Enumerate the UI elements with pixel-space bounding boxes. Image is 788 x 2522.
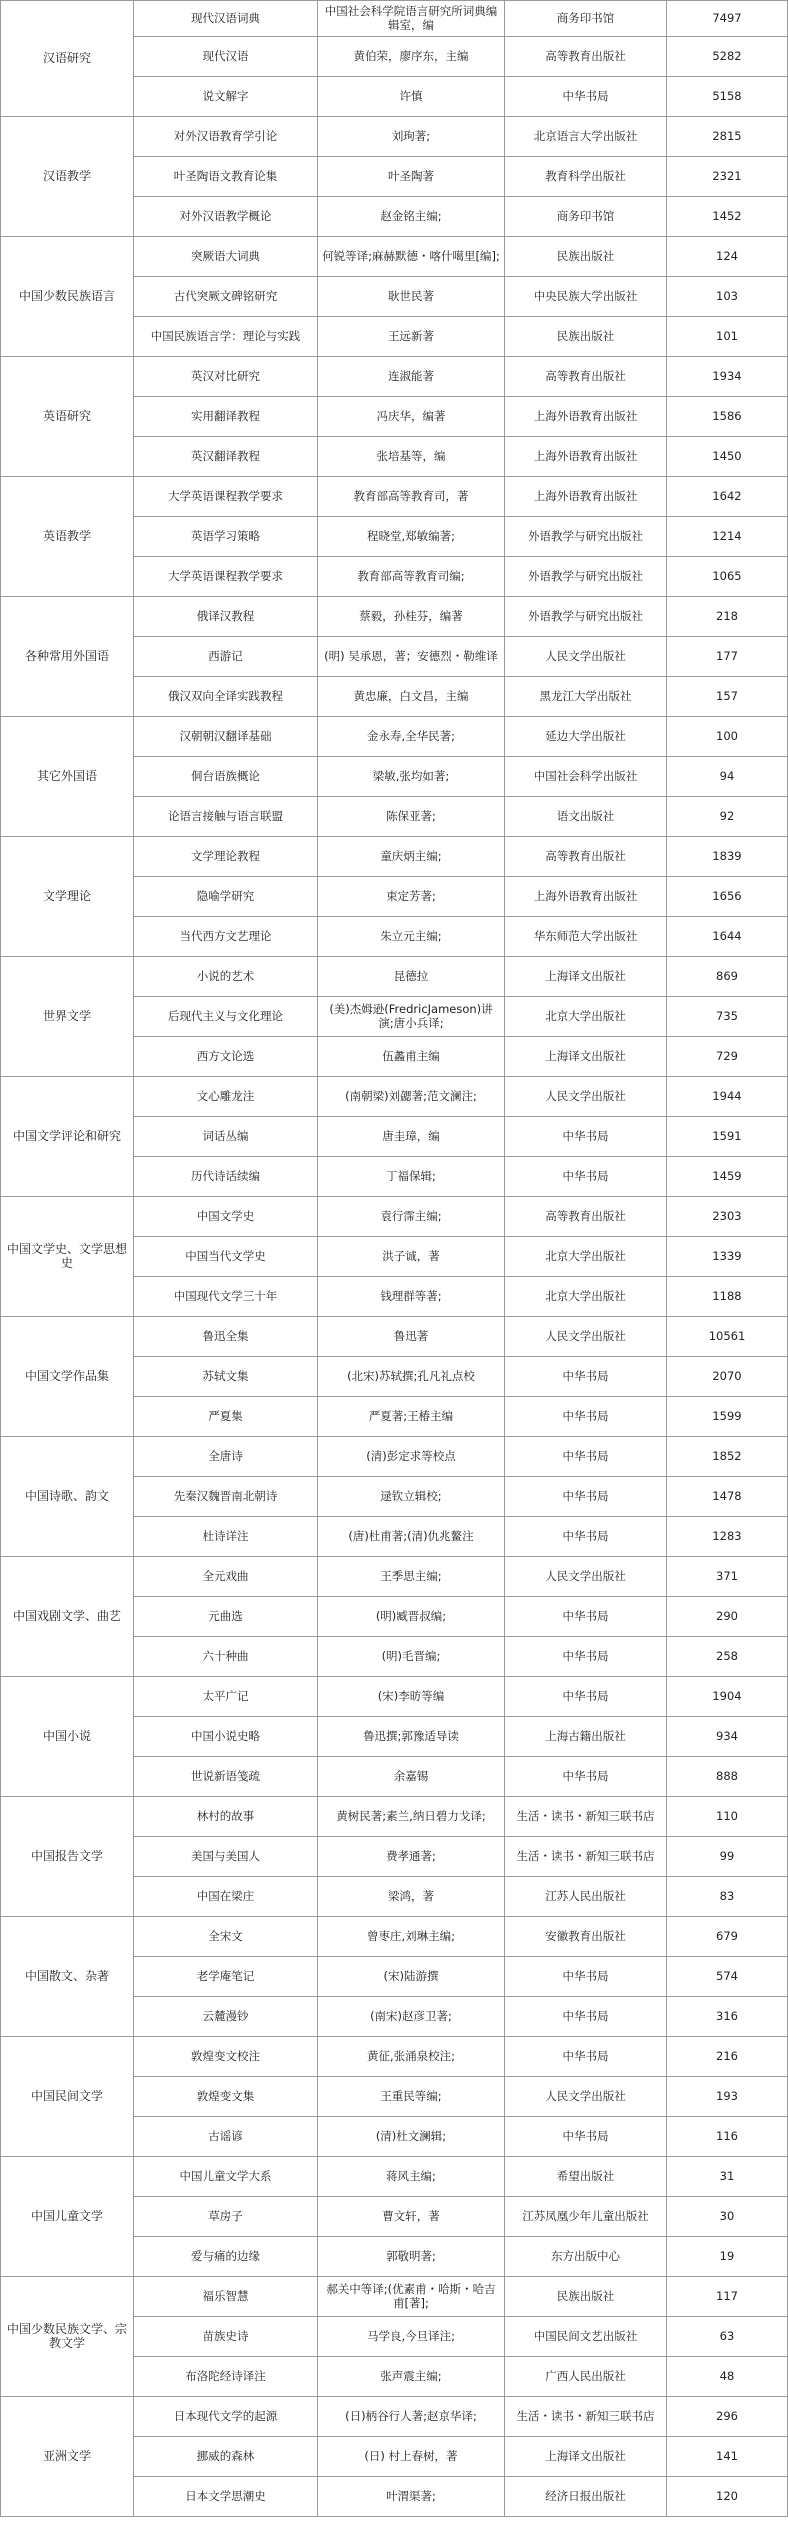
publisher-cell: 中华书局: [505, 1117, 667, 1157]
category-cell: 世界文学: [1, 957, 134, 1077]
count-cell: 99: [667, 1837, 788, 1877]
book-title-cell: 西方文论选: [134, 1037, 318, 1077]
author-cell: 童庆炳主编;: [318, 837, 505, 877]
author-cell: 丁福保辑;: [318, 1157, 505, 1197]
book-title-cell: 对外汉语教育学引论: [134, 117, 318, 157]
book-title-cell: 英语学习策略: [134, 517, 318, 557]
publisher-cell: 上海外语教育出版社: [505, 877, 667, 917]
category-cell: 亚洲文学: [1, 2397, 134, 2517]
table-row: [1, 1317, 788, 1357]
publisher-cell: 中国民间文艺出版社: [505, 2317, 667, 2357]
author-cell: 陈保亚著;: [318, 797, 505, 837]
table-row: [1, 837, 788, 877]
book-title-cell: 叶圣陶语文教育论集: [134, 157, 318, 197]
author-cell: (明) 吴承恩，著；安德烈・勒维译: [318, 637, 505, 677]
count-cell: 1450: [667, 437, 788, 477]
table-row: [1, 957, 788, 997]
book-title-cell: 全宋文: [134, 1917, 318, 1957]
count-cell: 2070: [667, 1357, 788, 1397]
book-title-cell: 古谣谚: [134, 2117, 318, 2157]
table-row: [1, 597, 788, 637]
book-title-cell: 汉朝朝汉翻译基础: [134, 717, 318, 757]
publisher-cell: 广西人民出版社: [505, 2357, 667, 2397]
publisher-cell: 人民文学出版社: [505, 1557, 667, 1597]
publisher-cell: 高等教育出版社: [505, 1197, 667, 1237]
category-cell: 中国儿童文学: [1, 2157, 134, 2277]
publisher-cell: 中华书局: [505, 1597, 667, 1637]
publisher-cell: 中华书局: [505, 2117, 667, 2157]
count-cell: 5282: [667, 37, 788, 77]
publisher-cell: 延边大学出版社: [505, 717, 667, 757]
count-cell: 92: [667, 797, 788, 837]
count-cell: 100: [667, 717, 788, 757]
book-title-cell: 古代突厥文碑铭研究: [134, 277, 318, 317]
book-title-cell: 元曲选: [134, 1597, 318, 1637]
author-cell: 教育部高等教育司编;: [318, 557, 505, 597]
count-cell: 574: [667, 1957, 788, 1997]
category-cell: 中国散文、杂著: [1, 1917, 134, 2037]
author-cell: 束定芳著;: [318, 877, 505, 917]
publisher-cell: 中华书局: [505, 2037, 667, 2077]
publisher-cell: 中华书局: [505, 1157, 667, 1197]
author-cell: (北宋)苏轼撰;孔凡礼点校: [318, 1357, 505, 1397]
author-cell: 王远新著: [318, 317, 505, 357]
book-title-cell: 全唐诗: [134, 1437, 318, 1477]
publisher-cell: 北京大学出版社: [505, 997, 667, 1037]
author-cell: 余嘉锡: [318, 1757, 505, 1797]
author-cell: 唐圭璋，编: [318, 1117, 505, 1157]
publisher-cell: 外语教学与研究出版社: [505, 597, 667, 637]
count-cell: 296: [667, 2397, 788, 2437]
publisher-cell: 中华书局: [505, 1997, 667, 2037]
book-title-cell: 先秦汉魏晋南北朝诗: [134, 1477, 318, 1517]
publisher-cell: 教育科学出版社: [505, 157, 667, 197]
book-title-cell: 实用翻译教程: [134, 397, 318, 437]
book-title-cell: 俄译汉教程: [134, 597, 318, 637]
table-row: [1, 1557, 788, 1597]
book-title-cell: 大学英语课程教学要求: [134, 477, 318, 517]
publisher-cell: 人民文学出版社: [505, 2077, 667, 2117]
category-cell: 汉语教学: [1, 117, 134, 237]
count-cell: 7497: [667, 1, 788, 37]
author-cell: (南宋)赵彦卫著;: [318, 1997, 505, 2037]
table-row: [1, 1077, 788, 1117]
book-title-cell: 英汉对比研究: [134, 357, 318, 397]
table-row: [1, 2397, 788, 2437]
count-cell: 31: [667, 2157, 788, 2197]
count-cell: 1478: [667, 1477, 788, 1517]
table-row: [1, 477, 788, 517]
count-cell: 1904: [667, 1677, 788, 1717]
author-cell: 鲁迅撰;郭豫适导读: [318, 1717, 505, 1757]
publisher-cell: 经济日报出版社: [505, 2477, 667, 2517]
author-cell: 叶圣陶著: [318, 157, 505, 197]
author-cell: 梁敏,张均如著;: [318, 757, 505, 797]
publisher-cell: 民族出版社: [505, 317, 667, 357]
publisher-cell: 人民文学出版社: [505, 1317, 667, 1357]
book-title-cell: 文学理论教程: [134, 837, 318, 877]
book-title-cell: 当代西方文艺理论: [134, 917, 318, 957]
count-cell: 1586: [667, 397, 788, 437]
count-cell: 679: [667, 1917, 788, 1957]
author-cell: 袁行霈主编;: [318, 1197, 505, 1237]
publisher-cell: 江苏凤凰少年儿童出版社: [505, 2197, 667, 2237]
category-cell: 其它外国语: [1, 717, 134, 837]
author-cell: (明)臧晋叔编;: [318, 1597, 505, 1637]
author-cell: 蔡毅，孙桂芬，编著: [318, 597, 505, 637]
publisher-cell: 商务印书馆: [505, 1, 667, 37]
author-cell: 昆德拉: [318, 957, 505, 997]
book-title-cell: 中国当代文学史: [134, 1237, 318, 1277]
count-cell: 934: [667, 1717, 788, 1757]
book-title-cell: 鲁迅全集: [134, 1317, 318, 1357]
category-cell: 英语教学: [1, 477, 134, 597]
count-cell: 1339: [667, 1237, 788, 1277]
count-cell: 10561: [667, 1317, 788, 1357]
count-cell: 19: [667, 2237, 788, 2277]
category-cell: 中国戏剧文学、曲艺: [1, 1557, 134, 1677]
category-cell: 中国少数民族语言: [1, 237, 134, 357]
count-cell: 216: [667, 2037, 788, 2077]
author-cell: 黄伯荣，廖序东，主编: [318, 37, 505, 77]
category-cell: 中国少数民族文学、宗教文学: [1, 2277, 134, 2397]
count-cell: 116: [667, 2117, 788, 2157]
publisher-cell: 中央民族大学出版社: [505, 277, 667, 317]
publisher-cell: 高等教育出版社: [505, 837, 667, 877]
author-cell: (日) 村上春树，著: [318, 2437, 505, 2477]
book-title-cell: 文心雕龙注: [134, 1077, 318, 1117]
table-row: [1, 1437, 788, 1477]
publisher-cell: 外语教学与研究出版社: [505, 557, 667, 597]
table-row: [1, 357, 788, 397]
count-cell: 1283: [667, 1517, 788, 1557]
book-title-cell: 对外汉语教学概论: [134, 197, 318, 237]
table-row: [1, 2277, 788, 2317]
book-title-cell: 中国在梁庄: [134, 1877, 318, 1917]
book-title-cell: 苗族史诗: [134, 2317, 318, 2357]
book-title-cell: 论语言接触与语言联盟: [134, 797, 318, 837]
author-cell: (唐)杜甫著;(清)仇兆鳌注: [318, 1517, 505, 1557]
book-title-cell: 说文解字: [134, 77, 318, 117]
count-cell: 2303: [667, 1197, 788, 1237]
count-cell: 1599: [667, 1397, 788, 1437]
book-title-cell: 侗台语族概论: [134, 757, 318, 797]
author-cell: 曹文轩，著: [318, 2197, 505, 2237]
count-cell: 888: [667, 1757, 788, 1797]
book-title-cell: 俄汉双向全译实践教程: [134, 677, 318, 717]
book-title-cell: 中国儿童文学大系: [134, 2157, 318, 2197]
book-title-cell: 老学庵笔记: [134, 1957, 318, 1997]
table-row: [1, 2157, 788, 2197]
count-cell: 316: [667, 1997, 788, 2037]
publisher-cell: 北京大学出版社: [505, 1277, 667, 1317]
author-cell: 程晓堂,郑敏编著;: [318, 517, 505, 557]
book-title-cell: 爱与痛的边缘: [134, 2237, 318, 2277]
author-cell: (宋)陆游撰: [318, 1957, 505, 1997]
book-title-cell: 福乐智慧: [134, 2277, 318, 2317]
book-title-cell: 中国民族语言学：理论与实践: [134, 317, 318, 357]
book-title-cell: 词话丛编: [134, 1117, 318, 1157]
publisher-cell: 华东师范大学出版社: [505, 917, 667, 957]
author-cell: 郭敬明著;: [318, 2237, 505, 2277]
count-cell: 110: [667, 1797, 788, 1837]
author-cell: 马学良,今旦译注;: [318, 2317, 505, 2357]
publisher-cell: 语文出版社: [505, 797, 667, 837]
book-title-cell: 突厥语大词典: [134, 237, 318, 277]
count-cell: 101: [667, 317, 788, 357]
count-cell: 117: [667, 2277, 788, 2317]
publisher-cell: 生活・读书・新知三联书店: [505, 1797, 667, 1837]
author-cell: 何锐等译;麻赫默德・喀什噶里[编];: [318, 237, 505, 277]
book-title-cell: 英汉翻译教程: [134, 437, 318, 477]
book-title-cell: 敦煌变文集: [134, 2077, 318, 2117]
book-title-cell: 草房子: [134, 2197, 318, 2237]
table-row: [1, 1, 788, 37]
author-cell: 耿世民著: [318, 277, 505, 317]
category-cell: 文学理论: [1, 837, 134, 957]
author-cell: (美)杰姆逊(FredricJameson)讲演;唐小兵译;: [318, 997, 505, 1037]
table-row: [1, 1797, 788, 1837]
count-cell: 371: [667, 1557, 788, 1597]
table-row: [1, 117, 788, 157]
author-cell: 冯庆华，编著: [318, 397, 505, 437]
publisher-cell: 中华书局: [505, 1477, 667, 1517]
author-cell: 连淑能著: [318, 357, 505, 397]
table-row: [1, 1677, 788, 1717]
author-cell: 黄树民著;素兰,纳日碧力戈译;: [318, 1797, 505, 1837]
count-cell: 141: [667, 2437, 788, 2477]
count-cell: 193: [667, 2077, 788, 2117]
author-cell: 严夏著;王椿主编: [318, 1397, 505, 1437]
count-cell: 124: [667, 237, 788, 277]
count-cell: 5158: [667, 77, 788, 117]
publisher-cell: 上海译文出版社: [505, 957, 667, 997]
author-cell: 朱立元主编;: [318, 917, 505, 957]
author-cell: (南朝梁)刘勰著;范文澜注;: [318, 1077, 505, 1117]
count-cell: 48: [667, 2357, 788, 2397]
publisher-cell: 中华书局: [505, 1437, 667, 1477]
table-row: [1, 1197, 788, 1237]
author-cell: 教育部高等教育司，著: [318, 477, 505, 517]
book-title-cell: 中国文学史: [134, 1197, 318, 1237]
publisher-cell: 民族出版社: [505, 237, 667, 277]
author-cell: 叶渭渠著;: [318, 2477, 505, 2517]
book-title-cell: 西游记: [134, 637, 318, 677]
book-title-cell: 小说的艺术: [134, 957, 318, 997]
author-cell: 中国社会科学院语言研究所词典编辑室，编: [318, 1, 505, 37]
count-cell: 30: [667, 2197, 788, 2237]
publisher-cell: 上海译文出版社: [505, 1037, 667, 1077]
count-cell: 1214: [667, 517, 788, 557]
author-cell: (宋)李昉等编: [318, 1677, 505, 1717]
book-title-cell: 后现代主义与文化理论: [134, 997, 318, 1037]
category-cell: 中国报告文学: [1, 1797, 134, 1917]
publisher-cell: 上海外语教育出版社: [505, 437, 667, 477]
publisher-cell: 人民文学出版社: [505, 637, 667, 677]
author-cell: 洪子诚，著: [318, 1237, 505, 1277]
publisher-cell: 高等教育出版社: [505, 357, 667, 397]
publisher-cell: 中华书局: [505, 1757, 667, 1797]
book-title-cell: 敦煌变文校注: [134, 2037, 318, 2077]
author-cell: 张声震主编;: [318, 2357, 505, 2397]
count-cell: 1852: [667, 1437, 788, 1477]
book-title-cell: 布洛陀经诗译注: [134, 2357, 318, 2397]
category-cell: 各种常用外国语: [1, 597, 134, 717]
count-cell: 120: [667, 2477, 788, 2517]
author-cell: 梁鸿，著: [318, 1877, 505, 1917]
author-cell: 郝关中等译;(优素甫・哈斯・哈吉甫[著];: [318, 2277, 505, 2317]
author-cell: 黄忠廉，白文昌，主编: [318, 677, 505, 717]
count-cell: 1591: [667, 1117, 788, 1157]
author-cell: 蒋风主编;: [318, 2157, 505, 2197]
count-cell: 1656: [667, 877, 788, 917]
book-title-cell: 严夏集: [134, 1397, 318, 1437]
publisher-cell: 北京大学出版社: [505, 1237, 667, 1277]
publisher-cell: 中华书局: [505, 1357, 667, 1397]
book-title-cell: 美国与美国人: [134, 1837, 318, 1877]
table-body: [1, 1, 788, 2517]
author-cell: 伍蠡甫主编: [318, 1037, 505, 1077]
publisher-cell: 人民文学出版社: [505, 1077, 667, 1117]
author-cell: 钱理群等著;: [318, 1277, 505, 1317]
author-cell: 许慎: [318, 77, 505, 117]
count-cell: 157: [667, 677, 788, 717]
author-cell: 王重民等编;: [318, 2077, 505, 2117]
count-cell: 1452: [667, 197, 788, 237]
category-cell: 中国诗歌、韵文: [1, 1437, 134, 1557]
author-cell: 赵金铭主编;: [318, 197, 505, 237]
publisher-cell: 生活・读书・新知三联书店: [505, 1837, 667, 1877]
count-cell: 83: [667, 1877, 788, 1917]
book-title-cell: 历代诗话续编: [134, 1157, 318, 1197]
book-title-cell: 现代汉语: [134, 37, 318, 77]
author-cell: 逯钦立辑校;: [318, 1477, 505, 1517]
count-cell: 1065: [667, 557, 788, 597]
count-cell: 103: [667, 277, 788, 317]
book-title-cell: 日本文学思潮史: [134, 2477, 318, 2517]
author-cell: 刘珣著;: [318, 117, 505, 157]
book-title-cell: 大学英语课程教学要求: [134, 557, 318, 597]
author-cell: 黄征,张涌泉校注;: [318, 2037, 505, 2077]
publisher-cell: 上海古籍出版社: [505, 1717, 667, 1757]
publisher-cell: 中华书局: [505, 1957, 667, 1997]
author-cell: (日)柄谷行人著;赵京华译;: [318, 2397, 505, 2437]
publisher-cell: 黑龙江大学出版社: [505, 677, 667, 717]
count-cell: 94: [667, 757, 788, 797]
category-cell: 英语研究: [1, 357, 134, 477]
book-title-cell: 林村的故事: [134, 1797, 318, 1837]
publisher-cell: 希望出版社: [505, 2157, 667, 2197]
table-row: [1, 2037, 788, 2077]
count-cell: 1642: [667, 477, 788, 517]
category-cell: 汉语研究: [1, 1, 134, 117]
book-title-cell: 全元戏曲: [134, 1557, 318, 1597]
publisher-cell: 生活・读书・新知三联书店: [505, 2397, 667, 2437]
count-cell: 1934: [667, 357, 788, 397]
category-cell: 中国文学作品集: [1, 1317, 134, 1437]
count-cell: 258: [667, 1637, 788, 1677]
book-title-cell: 太平广记: [134, 1677, 318, 1717]
publisher-cell: 高等教育出版社: [505, 37, 667, 77]
publisher-cell: 商务印书馆: [505, 197, 667, 237]
count-cell: 1644: [667, 917, 788, 957]
author-cell: 曾枣庄,刘琳主编;: [318, 1917, 505, 1957]
count-cell: 735: [667, 997, 788, 1037]
author-cell: 王季思主编;: [318, 1557, 505, 1597]
count-cell: 2321: [667, 157, 788, 197]
publisher-cell: 中华书局: [505, 1637, 667, 1677]
count-cell: 1459: [667, 1157, 788, 1197]
table-row: [1, 237, 788, 277]
category-cell: 中国小说: [1, 1677, 134, 1797]
count-cell: 1188: [667, 1277, 788, 1317]
book-title-cell: 云麓漫钞: [134, 1997, 318, 2037]
publisher-cell: 上海外语教育出版社: [505, 477, 667, 517]
book-title-cell: 隐喻学研究: [134, 877, 318, 917]
count-cell: 290: [667, 1597, 788, 1637]
author-cell: 金永寿,全华民著;: [318, 717, 505, 757]
publisher-cell: 民族出版社: [505, 2277, 667, 2317]
count-cell: 869: [667, 957, 788, 997]
count-cell: 177: [667, 637, 788, 677]
publisher-cell: 安徽教育出版社: [505, 1917, 667, 1957]
count-cell: 1839: [667, 837, 788, 877]
publisher-cell: 中华书局: [505, 1517, 667, 1557]
publisher-cell: 江苏人民出版社: [505, 1877, 667, 1917]
category-cell: 中国文学评论和研究: [1, 1077, 134, 1197]
count-cell: 2815: [667, 117, 788, 157]
author-cell: 张培基等，编: [318, 437, 505, 477]
count-cell: 729: [667, 1037, 788, 1077]
book-title-cell: 杜诗详注: [134, 1517, 318, 1557]
book-title-cell: 六十种曲: [134, 1637, 318, 1677]
book-title-cell: 苏轼文集: [134, 1357, 318, 1397]
publisher-cell: 东方出版中心: [505, 2237, 667, 2277]
author-cell: (清)彭定求等校点: [318, 1437, 505, 1477]
book-title-cell: 日本现代文学的起源: [134, 2397, 318, 2437]
author-cell: 费孝通著;: [318, 1837, 505, 1877]
book-title-cell: 现代汉语词典: [134, 1, 318, 37]
book-title-cell: 中国小说史略: [134, 1717, 318, 1757]
book-title-cell: 世说新语笺疏: [134, 1757, 318, 1797]
count-cell: 218: [667, 597, 788, 637]
publisher-cell: 北京语言大学出版社: [505, 117, 667, 157]
publisher-cell: 中华书局: [505, 1677, 667, 1717]
category-cell: 中国民间文学: [1, 2037, 134, 2157]
publisher-cell: 上海外语教育出版社: [505, 397, 667, 437]
count-cell: 63: [667, 2317, 788, 2357]
table-row: [1, 1917, 788, 1957]
count-cell: 1944: [667, 1077, 788, 1117]
author-cell: (清)杜文澜辑;: [318, 2117, 505, 2157]
author-cell: 鲁迅著: [318, 1317, 505, 1357]
publisher-cell: 中华书局: [505, 77, 667, 117]
book-title-cell: 中国现代文学三十年: [134, 1277, 318, 1317]
publisher-cell: 上海译文出版社: [505, 2437, 667, 2477]
author-cell: (明)毛晋编;: [318, 1637, 505, 1677]
publisher-cell: 外语教学与研究出版社: [505, 517, 667, 557]
book-title-cell: 挪威的森林: [134, 2437, 318, 2477]
publisher-cell: 中国社会科学出版社: [505, 757, 667, 797]
table-row: [1, 717, 788, 757]
category-cell: 中国文学史、文学思想史: [1, 1197, 134, 1317]
publisher-cell: 中华书局: [505, 1397, 667, 1437]
